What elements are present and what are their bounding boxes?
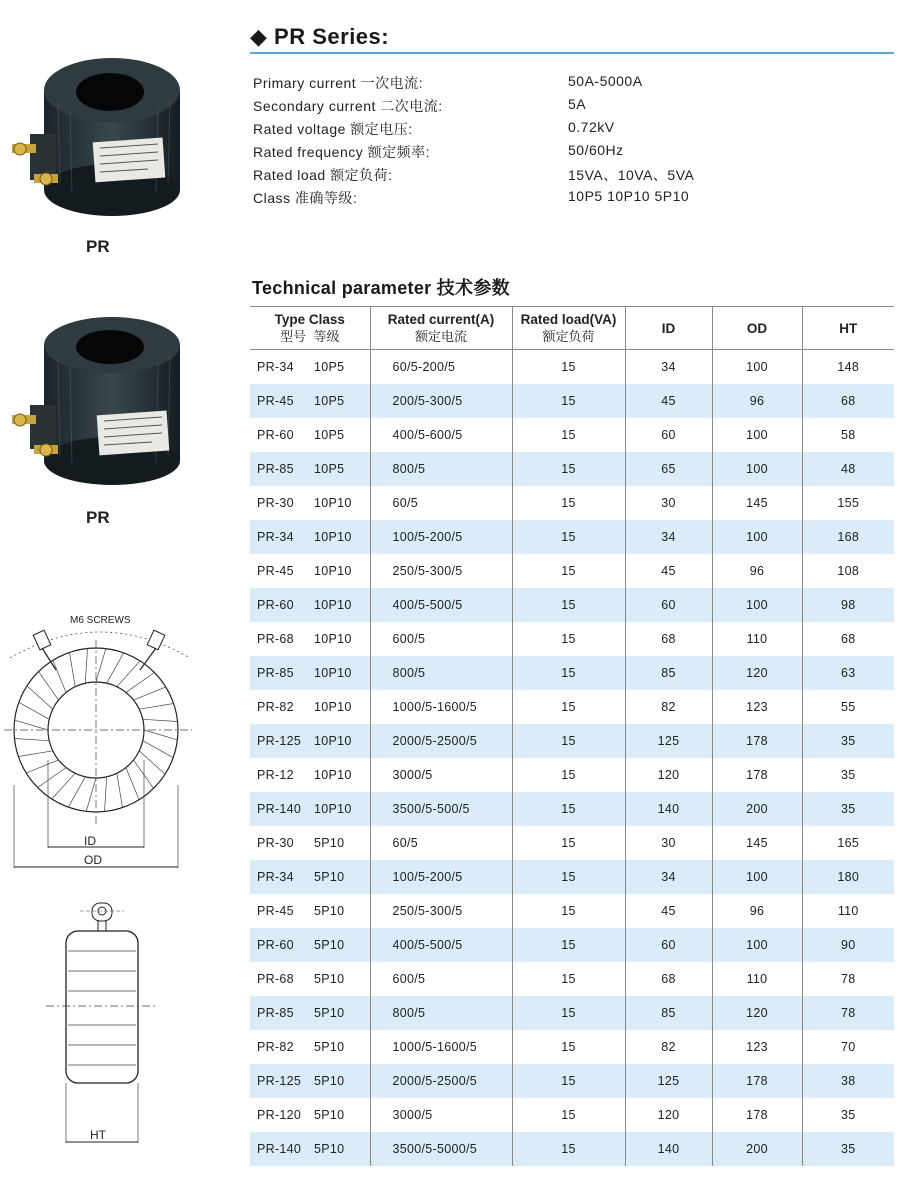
od-cell: 178 bbox=[712, 1098, 802, 1132]
class-value: 10P10 bbox=[314, 496, 352, 510]
class-value: 10P10 bbox=[314, 700, 352, 714]
rated-current-cell: 400/5-500/5 bbox=[370, 588, 512, 622]
title-divider bbox=[250, 52, 894, 54]
spec-label: Secondary current 二次电流: bbox=[253, 98, 443, 114]
od-cell: 178 bbox=[712, 1064, 802, 1098]
od-cell: 100 bbox=[712, 588, 802, 622]
rated-load-cell: 15 bbox=[512, 1132, 625, 1166]
od-cell: 100 bbox=[712, 350, 802, 385]
rated-load-cell: 15 bbox=[512, 1098, 625, 1132]
header-od: OD bbox=[712, 307, 802, 350]
id-cell: 60 bbox=[625, 418, 712, 452]
table-row bbox=[250, 520, 894, 554]
spec-value: 15VA、10VA、5VA bbox=[568, 167, 695, 183]
id-cell: 120 bbox=[625, 1098, 712, 1132]
type-class-cell bbox=[250, 724, 370, 758]
rated-current-cell: 200/5-300/5 bbox=[370, 384, 512, 418]
type-class-cell bbox=[250, 792, 370, 826]
ht-cell: 35 bbox=[802, 724, 894, 758]
od-cell: 110 bbox=[712, 962, 802, 996]
type-class-cell bbox=[250, 758, 370, 792]
table-row bbox=[250, 350, 894, 385]
ht-cell: 90 bbox=[802, 928, 894, 962]
od-cell: 120 bbox=[712, 656, 802, 690]
spec-label: Class 准确等级: bbox=[253, 190, 358, 206]
id-cell: 34 bbox=[625, 520, 712, 554]
ht-cell: 48 bbox=[802, 452, 894, 486]
rated-current-cell: 250/5-300/5 bbox=[370, 554, 512, 588]
id-cell: 140 bbox=[625, 1132, 712, 1166]
type-class-cell bbox=[250, 996, 370, 1030]
rated-load-cell: 15 bbox=[512, 622, 625, 656]
od-dimension-label: OD bbox=[84, 853, 102, 867]
class-value: 10P5 bbox=[314, 428, 345, 442]
type-class-cell bbox=[250, 588, 370, 622]
class-value: 10P5 bbox=[314, 462, 345, 476]
rated-current-cell: 800/5 bbox=[370, 996, 512, 1030]
ht-cell: 108 bbox=[802, 554, 894, 588]
rated-load-cell: 15 bbox=[512, 724, 625, 758]
type-value: PR-34 bbox=[257, 360, 294, 374]
od-cell: 120 bbox=[712, 996, 802, 1030]
class-value: 10P10 bbox=[314, 598, 352, 612]
ht-cell: 70 bbox=[802, 1030, 894, 1064]
class-value: 5P10 bbox=[314, 972, 345, 986]
type-value: PR-140 bbox=[257, 802, 302, 816]
type-value: PR-60 bbox=[257, 428, 294, 442]
ht-cell: 35 bbox=[802, 1132, 894, 1166]
ht-cell: 38 bbox=[802, 1064, 894, 1098]
parameter-table bbox=[250, 306, 894, 1166]
type-class-cell bbox=[250, 486, 370, 520]
type-value: PR-34 bbox=[257, 870, 294, 884]
table-row bbox=[250, 418, 894, 452]
table-row bbox=[250, 1132, 894, 1166]
type-class-cell bbox=[250, 860, 370, 894]
type-class-cell bbox=[250, 1132, 370, 1166]
table-row bbox=[250, 588, 894, 622]
table-row bbox=[250, 826, 894, 860]
rated-current-cell: 400/5-500/5 bbox=[370, 928, 512, 962]
ht-cell: 180 bbox=[802, 860, 894, 894]
rated-current-cell: 100/5-200/5 bbox=[370, 520, 512, 554]
type-value: PR-82 bbox=[257, 1040, 294, 1054]
ht-cell: 35 bbox=[802, 792, 894, 826]
ht-cell: 78 bbox=[802, 996, 894, 1030]
ht-cell: 35 bbox=[802, 1098, 894, 1132]
class-value: 10P10 bbox=[314, 802, 352, 816]
id-cell: 45 bbox=[625, 554, 712, 588]
table-row bbox=[250, 452, 894, 486]
id-cell: 34 bbox=[625, 860, 712, 894]
ht-cell: 68 bbox=[802, 622, 894, 656]
rated-current-cell: 3000/5 bbox=[370, 758, 512, 792]
type-value: PR-45 bbox=[257, 904, 294, 918]
ht-cell: 110 bbox=[802, 894, 894, 928]
rated-current-cell: 60/5 bbox=[370, 826, 512, 860]
class-value: 5P10 bbox=[314, 870, 345, 884]
type-class-cell bbox=[250, 690, 370, 724]
rated-load-cell: 15 bbox=[512, 826, 625, 860]
od-cell: 100 bbox=[712, 418, 802, 452]
od-cell: 110 bbox=[712, 622, 802, 656]
type-value: PR-85 bbox=[257, 462, 294, 476]
type-class-cell bbox=[250, 1098, 370, 1132]
type-value: PR-85 bbox=[257, 1006, 294, 1020]
id-cell: 45 bbox=[625, 894, 712, 928]
spec-value: 10P5 10P10 5P10 bbox=[568, 188, 690, 204]
rated-load-cell: 15 bbox=[512, 894, 625, 928]
type-value: PR-34 bbox=[257, 530, 294, 544]
rated-load-cell: 15 bbox=[512, 520, 625, 554]
class-value: 5P10 bbox=[314, 1006, 345, 1020]
series-title-text: PR Series: bbox=[274, 24, 390, 49]
type-value: PR-12 bbox=[257, 768, 294, 782]
photo-label-2: PR bbox=[86, 508, 110, 527]
screws-label: M6 SCREWS bbox=[70, 615, 131, 626]
rated-load-cell: 15 bbox=[512, 554, 625, 588]
rated-current-cell: 3500/5-5000/5 bbox=[370, 1132, 512, 1166]
rated-load-cell: 15 bbox=[512, 418, 625, 452]
table-row bbox=[250, 486, 894, 520]
rated-load-cell: 15 bbox=[512, 962, 625, 996]
class-value: 5P10 bbox=[314, 1142, 345, 1156]
header-type-class: Type Class 型号 等级 bbox=[250, 307, 370, 350]
spec-value: 0.72kV bbox=[568, 119, 615, 135]
ht-cell: 55 bbox=[802, 690, 894, 724]
header-rated-load: Rated load(VA) 额定负荷 bbox=[512, 307, 625, 350]
table-header-row bbox=[250, 307, 894, 350]
id-cell: 125 bbox=[625, 1064, 712, 1098]
type-class-cell bbox=[250, 1030, 370, 1064]
id-cell: 120 bbox=[625, 758, 712, 792]
rated-load-cell: 15 bbox=[512, 758, 625, 792]
type-class-cell bbox=[250, 350, 370, 385]
class-value: 5P10 bbox=[314, 904, 345, 918]
type-value: PR-85 bbox=[257, 666, 294, 680]
od-cell: 100 bbox=[712, 520, 802, 554]
type-value: PR-45 bbox=[257, 564, 294, 578]
rated-current-cell: 800/5 bbox=[370, 452, 512, 486]
id-cell: 65 bbox=[625, 452, 712, 486]
front-view-drawing bbox=[0, 610, 200, 880]
type-value: PR-60 bbox=[257, 938, 294, 952]
id-cell: 68 bbox=[625, 962, 712, 996]
rated-current-cell: 600/5 bbox=[370, 622, 512, 656]
rated-current-cell: 60/5-200/5 bbox=[370, 350, 512, 385]
type-class-cell bbox=[250, 520, 370, 554]
class-value: 5P10 bbox=[314, 1074, 345, 1088]
product-photo-2 bbox=[8, 315, 193, 485]
class-value: 5P10 bbox=[314, 938, 345, 952]
class-value: 10P10 bbox=[314, 734, 352, 748]
class-value: 5P10 bbox=[314, 836, 345, 850]
photo-label-1: PR bbox=[86, 237, 110, 256]
od-cell: 100 bbox=[712, 928, 802, 962]
rated-current-cell: 1000/5-1600/5 bbox=[370, 1030, 512, 1064]
type-value: PR-140 bbox=[257, 1142, 302, 1156]
id-cell: 82 bbox=[625, 690, 712, 724]
rated-load-cell: 15 bbox=[512, 350, 625, 385]
table-row bbox=[250, 724, 894, 758]
table-row bbox=[250, 860, 894, 894]
id-cell: 30 bbox=[625, 486, 712, 520]
spec-label: Rated load 额定负荷: bbox=[253, 167, 393, 183]
spec-label: Primary current 一次电流: bbox=[253, 75, 423, 91]
rated-load-cell: 15 bbox=[512, 860, 625, 894]
type-value: PR-60 bbox=[257, 598, 294, 612]
id-dimension-label: ID bbox=[84, 834, 96, 848]
rated-load-cell: 15 bbox=[512, 928, 625, 962]
type-value: PR-30 bbox=[257, 496, 294, 510]
table-row bbox=[250, 758, 894, 792]
header-rated-current: Rated current(A) 额定电流 bbox=[370, 307, 512, 350]
class-value: 10P10 bbox=[314, 666, 352, 680]
id-cell: 85 bbox=[625, 656, 712, 690]
class-value: 10P5 bbox=[314, 360, 345, 374]
type-class-cell bbox=[250, 826, 370, 860]
rated-load-cell: 15 bbox=[512, 486, 625, 520]
rated-load-cell: 15 bbox=[512, 1064, 625, 1098]
rated-current-cell: 3000/5 bbox=[370, 1098, 512, 1132]
table-row bbox=[250, 996, 894, 1030]
od-cell: 145 bbox=[712, 826, 802, 860]
rated-current-cell: 2000/5-2500/5 bbox=[370, 1064, 512, 1098]
product-photo-1 bbox=[8, 52, 193, 222]
type-class-cell bbox=[250, 928, 370, 962]
od-cell: 178 bbox=[712, 724, 802, 758]
od-cell: 96 bbox=[712, 384, 802, 418]
rated-current-cell: 250/5-300/5 bbox=[370, 894, 512, 928]
rated-current-cell: 3500/5-500/5 bbox=[370, 792, 512, 826]
ht-cell: 78 bbox=[802, 962, 894, 996]
rated-current-cell: 600/5 bbox=[370, 962, 512, 996]
od-cell: 123 bbox=[712, 690, 802, 724]
rated-load-cell: 15 bbox=[512, 452, 625, 486]
id-cell: 34 bbox=[625, 350, 712, 385]
table-row bbox=[250, 656, 894, 690]
table-row bbox=[250, 622, 894, 656]
class-value: 10P10 bbox=[314, 632, 352, 646]
table-row bbox=[250, 792, 894, 826]
id-cell: 125 bbox=[625, 724, 712, 758]
spec-value: 50/60Hz bbox=[568, 142, 624, 158]
type-class-cell bbox=[250, 962, 370, 996]
ht-cell: 148 bbox=[802, 350, 894, 385]
ht-cell: 58 bbox=[802, 418, 894, 452]
rated-load-cell: 15 bbox=[512, 384, 625, 418]
type-class-cell bbox=[250, 452, 370, 486]
od-cell: 200 bbox=[712, 792, 802, 826]
rated-load-cell: 15 bbox=[512, 792, 625, 826]
ht-cell: 63 bbox=[802, 656, 894, 690]
type-class-cell bbox=[250, 418, 370, 452]
rated-load-cell: 15 bbox=[512, 588, 625, 622]
rated-current-cell: 100/5-200/5 bbox=[370, 860, 512, 894]
table-row bbox=[250, 690, 894, 724]
rated-load-cell: 15 bbox=[512, 656, 625, 690]
type-value: PR-125 bbox=[257, 734, 302, 748]
technical-parameter-title: Technical parameter 技术参数 bbox=[252, 278, 510, 298]
table-row bbox=[250, 962, 894, 996]
class-value: 10P10 bbox=[314, 768, 352, 782]
side-view-drawing bbox=[0, 895, 200, 1155]
type-value: PR-120 bbox=[257, 1108, 302, 1122]
od-cell: 178 bbox=[712, 758, 802, 792]
header-ht: HT bbox=[802, 307, 894, 350]
spec-value: 50A-5000A bbox=[568, 73, 643, 89]
diamond-bullet-icon: ◆ bbox=[250, 24, 268, 49]
od-cell: 100 bbox=[712, 452, 802, 486]
ht-dimension-label: HT bbox=[90, 1128, 106, 1142]
type-value: PR-45 bbox=[257, 394, 294, 408]
table-row bbox=[250, 1098, 894, 1132]
table-row bbox=[250, 894, 894, 928]
ht-cell: 68 bbox=[802, 384, 894, 418]
spec-value: 5A bbox=[568, 96, 587, 112]
type-class-cell bbox=[250, 1064, 370, 1098]
type-class-cell bbox=[250, 622, 370, 656]
rated-current-cell: 800/5 bbox=[370, 656, 512, 690]
rated-load-cell: 15 bbox=[512, 690, 625, 724]
rated-current-cell: 2000/5-2500/5 bbox=[370, 724, 512, 758]
od-cell: 96 bbox=[712, 554, 802, 588]
id-cell: 85 bbox=[625, 996, 712, 1030]
series-title bbox=[250, 24, 389, 50]
ht-cell: 98 bbox=[802, 588, 894, 622]
class-value: 10P5 bbox=[314, 394, 345, 408]
id-cell: 68 bbox=[625, 622, 712, 656]
spec-label: Rated voltage 额定电压: bbox=[253, 121, 413, 137]
rated-load-cell: 15 bbox=[512, 1030, 625, 1064]
ht-cell: 155 bbox=[802, 486, 894, 520]
id-cell: 60 bbox=[625, 588, 712, 622]
id-cell: 30 bbox=[625, 826, 712, 860]
spec-label: Rated frequency 额定频率: bbox=[253, 144, 431, 160]
type-class-cell bbox=[250, 656, 370, 690]
od-cell: 96 bbox=[712, 894, 802, 928]
table-row bbox=[250, 1064, 894, 1098]
class-value: 10P10 bbox=[314, 530, 352, 544]
table-row bbox=[250, 554, 894, 588]
ht-cell: 165 bbox=[802, 826, 894, 860]
screw-icon bbox=[33, 630, 165, 670]
id-cell: 60 bbox=[625, 928, 712, 962]
od-cell: 123 bbox=[712, 1030, 802, 1064]
id-cell: 45 bbox=[625, 384, 712, 418]
id-cell: 82 bbox=[625, 1030, 712, 1064]
class-value: 10P10 bbox=[314, 564, 352, 578]
type-value: PR-82 bbox=[257, 700, 294, 714]
class-value: 5P10 bbox=[314, 1108, 345, 1122]
rated-current-cell: 60/5 bbox=[370, 486, 512, 520]
table-row bbox=[250, 384, 894, 418]
od-cell: 200 bbox=[712, 1132, 802, 1166]
ht-cell: 168 bbox=[802, 520, 894, 554]
table-row bbox=[250, 928, 894, 962]
rated-current-cell: 1000/5-1600/5 bbox=[370, 690, 512, 724]
type-value: PR-125 bbox=[257, 1074, 302, 1088]
type-class-cell bbox=[250, 384, 370, 418]
header-id: ID bbox=[625, 307, 712, 350]
class-value: 5P10 bbox=[314, 1040, 345, 1054]
type-value: PR-30 bbox=[257, 836, 294, 850]
table-row bbox=[250, 1030, 894, 1064]
type-class-cell bbox=[250, 894, 370, 928]
type-class-cell bbox=[250, 554, 370, 588]
od-cell: 145 bbox=[712, 486, 802, 520]
od-cell: 100 bbox=[712, 860, 802, 894]
type-value: PR-68 bbox=[257, 972, 294, 986]
rated-current-cell: 400/5-600/5 bbox=[370, 418, 512, 452]
rated-load-cell: 15 bbox=[512, 996, 625, 1030]
ht-cell: 35 bbox=[802, 758, 894, 792]
id-cell: 140 bbox=[625, 792, 712, 826]
type-value: PR-68 bbox=[257, 632, 294, 646]
